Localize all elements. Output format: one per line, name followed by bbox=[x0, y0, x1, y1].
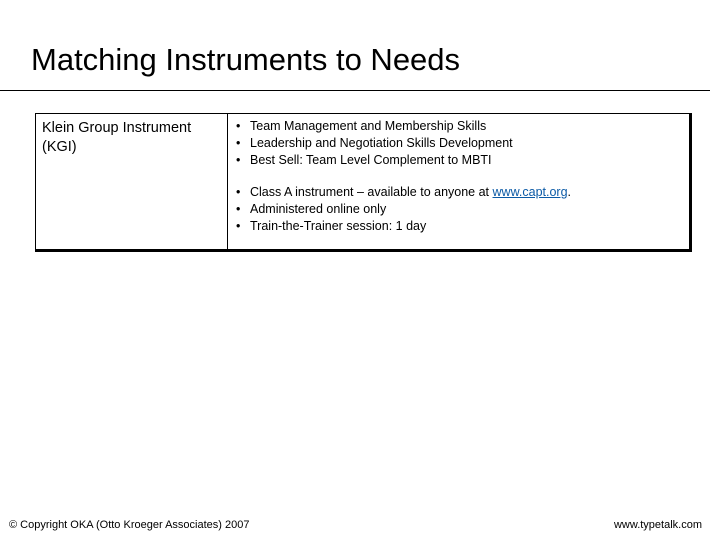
list-item bbox=[236, 184, 689, 201]
skills-list bbox=[236, 118, 689, 169]
list-item: • Train-the-Trainer session: 1 day bbox=[236, 218, 689, 235]
list-spacer bbox=[236, 169, 689, 184]
availability-list bbox=[236, 184, 689, 235]
list-item: • Best Sell: Team Level Complement to MBTI bbox=[236, 152, 689, 169]
instrument-name: Klein Group Instrument (KGI) bbox=[42, 120, 192, 155]
instrument-table bbox=[35, 113, 692, 252]
instrument-name-cell bbox=[36, 114, 228, 249]
availability-text: Class A instrument – available to anyone at bbox=[250, 185, 493, 199]
instrument-details-cell bbox=[229, 114, 689, 253]
list-item: • Leadership and Negotiation Skills Development bbox=[236, 135, 689, 152]
title-divider bbox=[0, 90, 710, 91]
list-item: • Team Management and Membership Skills bbox=[236, 118, 689, 135]
copyright-footer: © Copyright OKA (Otto Kroeger Associates) 2007 bbox=[9, 519, 250, 531]
slide-title: Matching Instruments to Needs bbox=[31, 42, 461, 77]
availability-suffix: . bbox=[567, 185, 572, 199]
list-item: • Administered online only bbox=[236, 201, 689, 218]
website-footer: www.typetalk.com bbox=[613, 519, 702, 531]
capt-link[interactable]: www.capt.org bbox=[492, 185, 568, 199]
